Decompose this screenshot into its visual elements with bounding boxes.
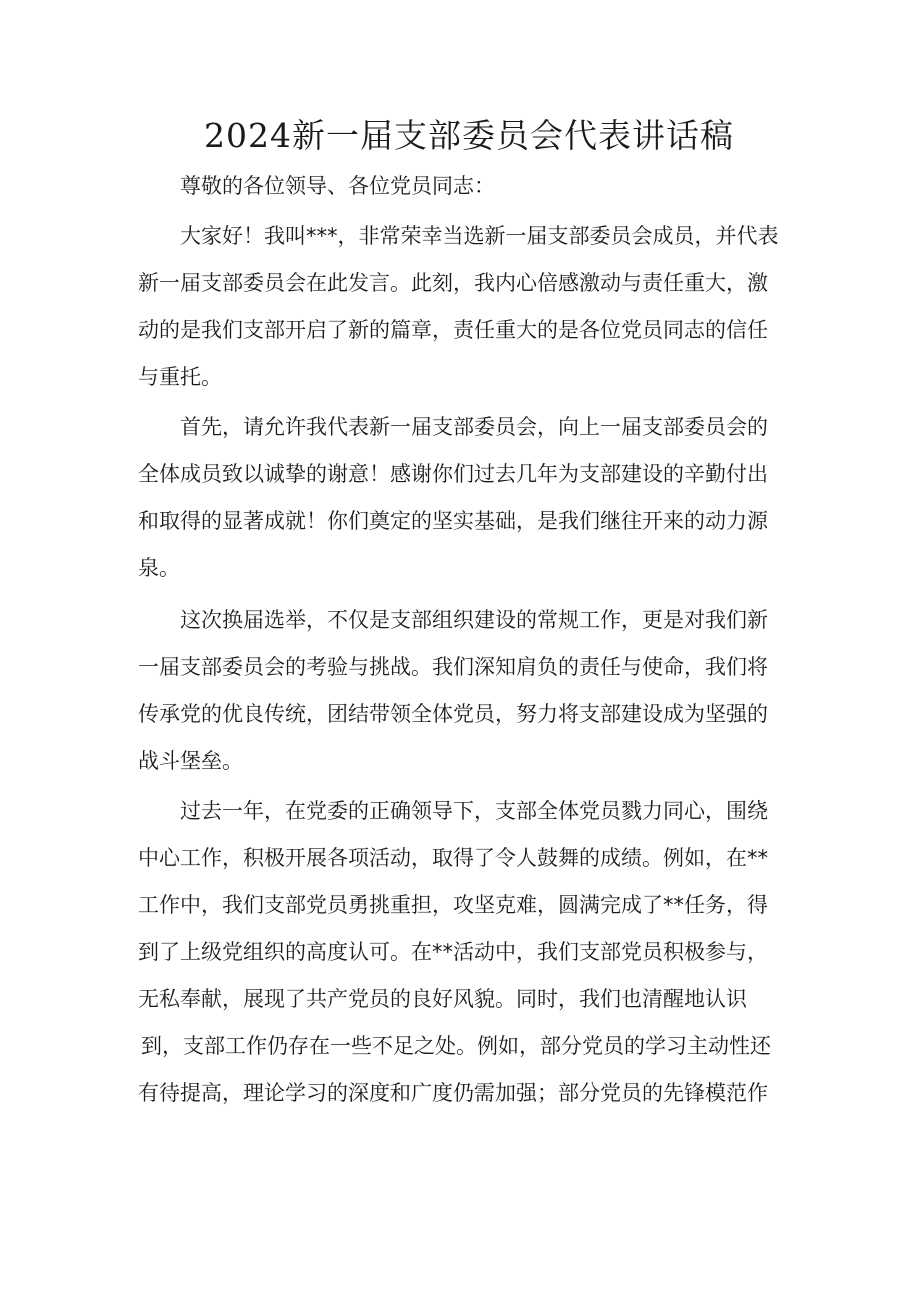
body-line: 动的是我们支部开启了新的篇章，责任重大的是各位党员同志的信任 bbox=[138, 318, 768, 342]
body-line: 有待提高，理论学习的深度和广度仍需加强；部分党员的先锋模范作 bbox=[138, 1081, 768, 1105]
body-line: 战斗堡垒。 bbox=[138, 749, 243, 773]
body-line: 中心工作，积极开展各项活动，取得了令人鼓舞的成绩。例如，在** bbox=[138, 846, 768, 870]
body-line: 到了上级党组织的高度认可。在**活动中，我们支部党员积极参与， bbox=[138, 940, 768, 964]
body-line: 一届支部委员会的考验与挑战。我们深知肩负的责任与使命，我们将 bbox=[138, 655, 768, 679]
body-line: 泉。 bbox=[138, 556, 180, 580]
body-line: 这次换届选举，不仅是支部组织建设的常规工作，更是对我们新 bbox=[180, 608, 768, 632]
body-line: 过去一年，在党委的正确领导下，支部全体党员戮力同心，围绕 bbox=[180, 799, 768, 823]
body-line: 到，支部工作仍存在一些不足之处。例如，部分党员的学习主动性还 bbox=[141, 1034, 771, 1058]
body-line: 无私奉献，展现了共产党员的良好风貌。同时，我们也清醒地认识 bbox=[138, 987, 747, 1011]
document-title: 2024新一届支部委员会代表讲话稿 bbox=[204, 116, 734, 155]
body-line: 工作中，我们支部党员勇挑重担，攻坚克难，圆满完成了**任务，得 bbox=[138, 893, 768, 917]
body-line: 全体成员致以诚挚的谢意！感谢你们过去几年为支部建设的辛勤付出 bbox=[138, 462, 768, 486]
body-line: 大家好！我叫***，非常荣幸当选新一届支部委员会成员，并代表 bbox=[180, 224, 779, 248]
body-line: 与重托。 bbox=[138, 365, 222, 389]
body-line: 首先，请允许我代表新一届支部委员会，向上一届支部委员会的 bbox=[180, 415, 768, 439]
salutation-line: 尊敬的各位领导、各位党员同志： bbox=[180, 174, 495, 198]
body-line: 和取得的显著成就！你们奠定的坚实基础，是我们继往开来的动力源 bbox=[138, 509, 768, 533]
body-line: 新一届支部委员会在此发言。此刻，我内心倍感激动与责任重大，激 bbox=[138, 271, 768, 295]
body-line: 传承党的优良传统，团结带领全体党员，努力将支部建设成为坚强的 bbox=[138, 702, 768, 726]
